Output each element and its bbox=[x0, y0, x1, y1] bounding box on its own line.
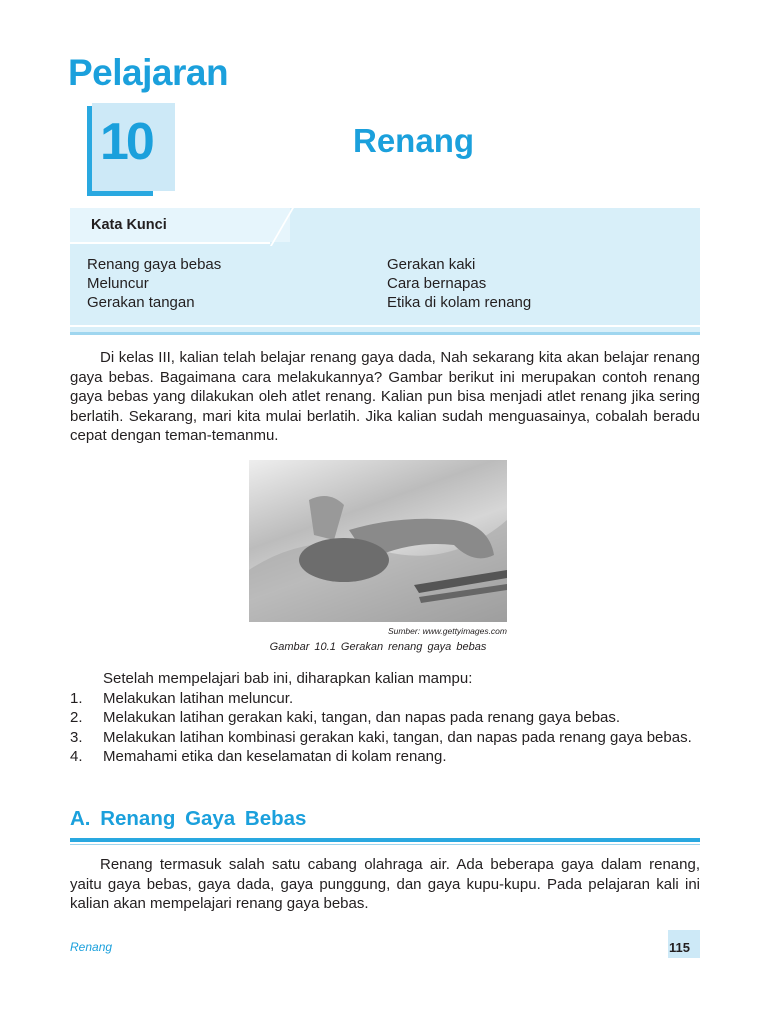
item-text: Memahami etika dan keselamatan di kolam renang. bbox=[103, 747, 447, 765]
chapter-number: 10 bbox=[100, 113, 152, 171]
objectives-list bbox=[70, 689, 700, 766]
chapter-title: Renang bbox=[353, 122, 475, 159]
keyword: Gerakan tangan bbox=[87, 294, 195, 311]
paragraph-text: Di kelas III, kalian telah belajar renang gaya dada, Nah sekarang kita akan belajar renang gaya bebas. Bagaimana cara melakukannya? Gambar berikut ini merupakan contoh renang gaya bebas yang dilakukan oleh atlet renang. Kalian pun bisa menjadi atlet renang jika sering berlatih. Sekarang, mari kita mulai berlatih. Jika kalian sudah menguasainya, cobalah beradu cepat dengan teman-temanmu. bbox=[70, 349, 700, 444]
keyword: Renang gaya bebas bbox=[87, 256, 222, 273]
divider bbox=[70, 332, 700, 335]
item-text: Melakukan latihan meluncur. bbox=[103, 690, 294, 707]
figure-caption: Gambar 10.1 Gerakan renang gaya bebas bbox=[269, 641, 487, 653]
section-heading: A. Renang Gaya Bebas bbox=[70, 807, 307, 830]
keywords-right bbox=[387, 255, 531, 312]
keywords-left bbox=[87, 255, 221, 312]
item-number: 4. bbox=[70, 747, 83, 765]
item-number: 3. bbox=[70, 728, 83, 746]
list-item bbox=[70, 689, 700, 708]
paragraph-text: Renang termasuk salah satu cabang olahraga air. Ada beberapa gaya dalam renang, yaitu gaya bebas, gaya dada, gaya punggung, dan gaya kupu-kupu. Pada pelajaran kali ini kalian akan mempelajari renang gaya bebas. bbox=[70, 856, 700, 912]
keyword: Gerakan kaki bbox=[387, 256, 476, 273]
keyword: Etika di kolam renang bbox=[387, 294, 532, 311]
item-text: Melakukan latihan gerakan kaki, tangan, dan napas pada renang gaya bebas. bbox=[103, 709, 621, 727]
objectives-intro: Setelah mempelajari bab ini, diharapkan kalian mampu: bbox=[103, 670, 473, 687]
number-box-border bbox=[87, 191, 153, 196]
item-text: Melakukan latihan kombinasi gerakan kaki, tangan, dan napas pada renang gaya bebas. bbox=[103, 728, 692, 746]
keyword: Cara bernapas bbox=[387, 275, 487, 292]
chapter-label: Pelajaran bbox=[68, 52, 229, 93]
page-number: 115 bbox=[669, 940, 690, 955]
list-item bbox=[70, 747, 700, 766]
item-number: 1. bbox=[70, 690, 83, 707]
keyword: Meluncur bbox=[87, 275, 149, 292]
figure-source: Sumber: www.gettyimages.com bbox=[387, 626, 507, 636]
keywords-title: Kata Kunci bbox=[91, 217, 167, 233]
list-item bbox=[70, 728, 700, 747]
divider bbox=[70, 242, 270, 244]
item-number: 2. bbox=[70, 709, 83, 727]
swimmer-photo bbox=[249, 460, 507, 622]
section-paragraph bbox=[70, 855, 700, 914]
divider bbox=[70, 325, 700, 327]
section-rule bbox=[70, 838, 700, 842]
section-rule bbox=[70, 844, 700, 845]
intro-paragraph bbox=[70, 348, 700, 446]
list-item bbox=[70, 708, 700, 727]
running-title: Renang bbox=[70, 940, 113, 954]
